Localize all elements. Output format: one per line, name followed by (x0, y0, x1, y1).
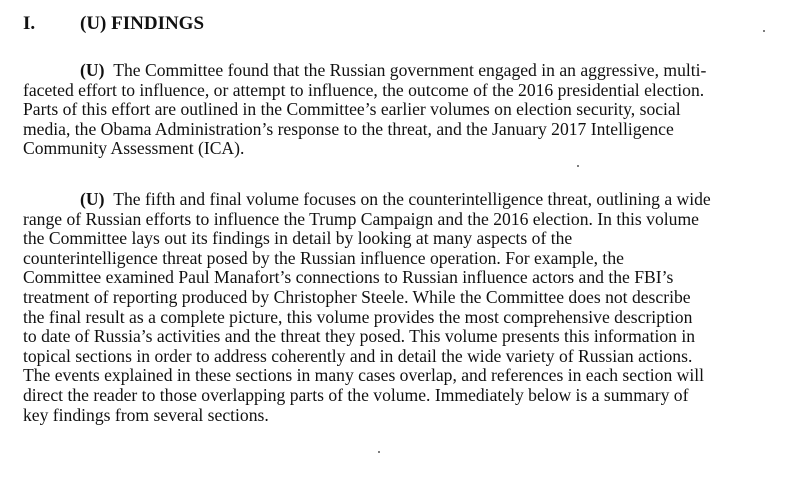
paragraph-line: key findings from several sections. (23, 404, 269, 425)
paragraph-line: Committee examined Paul Manafort’s connections to Russian influence actors and the FBI’s (23, 267, 674, 288)
paragraph-line: faceted effort to influence, or attempt to influence, the outcome of the 2016 presidential election. (23, 79, 705, 100)
paragraph-line: the Committee lays out its findings in detail by looking at many aspects of the (23, 228, 573, 249)
section-number: I. (23, 13, 36, 34)
paragraph-line: (U) The fifth and final volume focuses on the counterintelligence threat, outlining a wide (80, 189, 711, 209)
paragraph-line: Community Assessment (ICA). (23, 138, 245, 159)
paragraph-line: direct the reader to those overlapping parts of the volume. Immediately below is a summary of (23, 384, 689, 405)
paragraph-line: range of Russian efforts to influence the Trump Campaign and the 2016 election. In this volume (23, 208, 699, 229)
paragraph-1 (23, 61, 771, 159)
scan-speck (378, 451, 380, 453)
paragraph-line: counterintelligence threat posed by the Russian influence operation. For example, the (23, 247, 624, 268)
scan-speck (577, 165, 579, 167)
classification-marking: (U) (80, 189, 105, 209)
paragraph-2 (23, 190, 771, 425)
paragraph-line: media, the Obama Administration’s response to the threat, and the January 2017 Intelligence (23, 118, 674, 139)
paragraph-line: treatment of reporting produced by Christopher Steele. While the Committee does not describe (23, 286, 691, 307)
paragraph-line: the final result as a complete picture, this volume provides the most comprehensive description (23, 306, 693, 327)
paragraph-line: (U) The Committee found that the Russian government engaged in an aggressive, multi- (80, 60, 707, 80)
paragraph-line: to date of Russia’s activities and the threat they posed. This volume presents this information in (23, 326, 696, 347)
section-title: (U) FINDINGS (80, 13, 205, 34)
scan-speck (763, 30, 765, 32)
paragraph-line: topical sections in order to address coherently and in detail the wide variety of Russian actions. (23, 345, 693, 366)
paragraph-line: Parts of this effort are outlined in the Committee’s earlier volumes on election security, social (23, 99, 681, 120)
paragraph-line: The events explained in these sections in many cases overlap, and references in each section will (23, 365, 705, 386)
classification-marking: (U) (80, 60, 105, 80)
